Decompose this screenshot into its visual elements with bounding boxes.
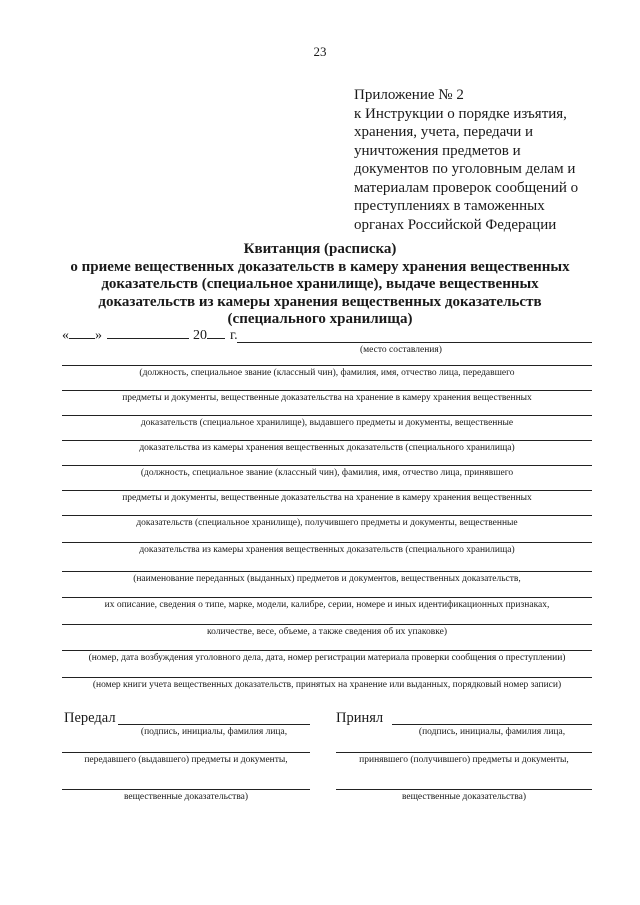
handed-over-caption: передавшего (выдавшего) предметы и документы,	[84, 755, 288, 765]
fill-line[interactable]	[62, 624, 592, 625]
place-caption: (место составления)	[360, 345, 442, 355]
handed-over-signature-field[interactable]	[118, 724, 310, 725]
appendix-line: документов по уголовным делам и	[354, 161, 576, 177]
fill-line[interactable]	[62, 650, 592, 651]
appendix-line: органах Российской Федерации	[354, 216, 557, 233]
received-fill-line[interactable]	[336, 789, 592, 790]
title-line: доказательств (специальное хранилище), выдаче вещественных	[101, 276, 539, 292]
appendix-line: к Инструкции о порядке изъятия,	[354, 105, 567, 122]
field-caption: (номер, дата возбуждения уголовного дела, дата, номер регистрации материала проверки сообщения о преступлении)	[88, 653, 566, 663]
handed-over-caption: вещественные доказательства)	[123, 792, 249, 802]
fill-line[interactable]	[62, 677, 592, 678]
received-caption: принявшего (получившего) предметы и документы,	[359, 755, 569, 765]
fill-line[interactable]	[62, 440, 592, 441]
title-line: о приеме вещественных доказательств в камеру хранения вещественных	[70, 258, 570, 275]
fill-line[interactable]	[62, 515, 592, 516]
date-row	[62, 328, 238, 344]
field-caption: предметы и документы, вещественные доказательства на хранение в камеру хранения вещественных	[122, 393, 532, 403]
field-caption: предметы и документы, вещественные доказательства на хранение в камеру хранения вещественных	[122, 493, 532, 503]
handed-over-label: Передал	[64, 710, 116, 726]
place-field[interactable]	[237, 342, 592, 343]
title-line: (специального хранилища)	[227, 311, 413, 327]
appendix-line: материалам проверок сообщений о	[354, 179, 579, 196]
handed-over-fill-line[interactable]	[62, 752, 310, 753]
received-label: Принял	[336, 710, 384, 726]
title-line: доказательств из камеры хранения вещественных доказательств	[98, 293, 542, 310]
handed-over-caption: (подпись, инициалы, фамилия лица,	[140, 727, 288, 737]
fill-line[interactable]	[62, 571, 592, 572]
field-caption: доказательства из камеры хранения вещественных доказательств (специального хранилища)	[139, 443, 515, 453]
appendix-line: преступлениях в таможенных	[354, 198, 545, 214]
field-caption: количестве, весе, объеме, а также сведения об их упаковке)	[207, 627, 447, 637]
field-caption: доказательства из камеры хранения вещественных доказательств (специального хранилища)	[139, 545, 515, 555]
fill-line[interactable]	[62, 490, 592, 491]
appendix-line: уничтожения предметов и	[354, 142, 521, 159]
field-caption: (наименование переданных (выданных) предметов и документов, вещественных доказательств,	[133, 574, 521, 584]
month-field[interactable]	[107, 328, 189, 339]
fill-line[interactable]	[62, 365, 592, 366]
document-title	[40, 241, 600, 329]
handed-over-fill-line[interactable]	[62, 789, 310, 790]
quote-close: »	[95, 328, 102, 343]
fill-line[interactable]	[62, 542, 592, 543]
appendix-line: Приложение № 2	[354, 87, 464, 103]
field-caption: доказательств (специальное хранилище), выдавшего предметы и документы, вещественные	[140, 418, 514, 428]
received-signature-field[interactable]	[392, 724, 592, 725]
fill-line[interactable]	[62, 597, 592, 598]
fill-line[interactable]	[62, 390, 592, 391]
page-number: 23	[313, 44, 327, 59]
field-caption: доказательств (специальное хранилище), получившего предметы и документы, вещественные	[136, 518, 518, 528]
year-field[interactable]	[207, 328, 225, 339]
field-caption: (должность, специальное звание (классный чин), фамилия, имя, отчество лица, передавшего	[139, 368, 515, 378]
quote-open: «	[62, 328, 69, 343]
title-line: Квитанция (расписка)	[243, 241, 397, 257]
year-suffix: г.	[230, 328, 238, 343]
fill-line[interactable]	[62, 465, 592, 466]
field-caption: (должность, специальное звание (классный чин), фамилия, имя, отчество лица, принявшего	[140, 468, 514, 478]
received-caption: вещественные доказательства)	[401, 792, 527, 802]
received-caption: (подпись, инициалы, фамилия лица,	[418, 727, 566, 737]
appendix-line: хранения, учета, передачи и	[354, 124, 534, 140]
fill-line[interactable]	[62, 415, 592, 416]
appendix-block	[354, 86, 624, 234]
field-caption: (номер книги учета вещественных доказательств, принятых на хранение или выданных, порядковый номер записи)	[92, 680, 562, 690]
day-field[interactable]	[69, 328, 95, 339]
field-caption: их описание, сведения о типе, марке, модели, калибре, серии, номере и иных идентификационных признаках,	[104, 600, 550, 610]
received-fill-line[interactable]	[336, 752, 592, 753]
year-prefix: 20	[193, 328, 207, 343]
